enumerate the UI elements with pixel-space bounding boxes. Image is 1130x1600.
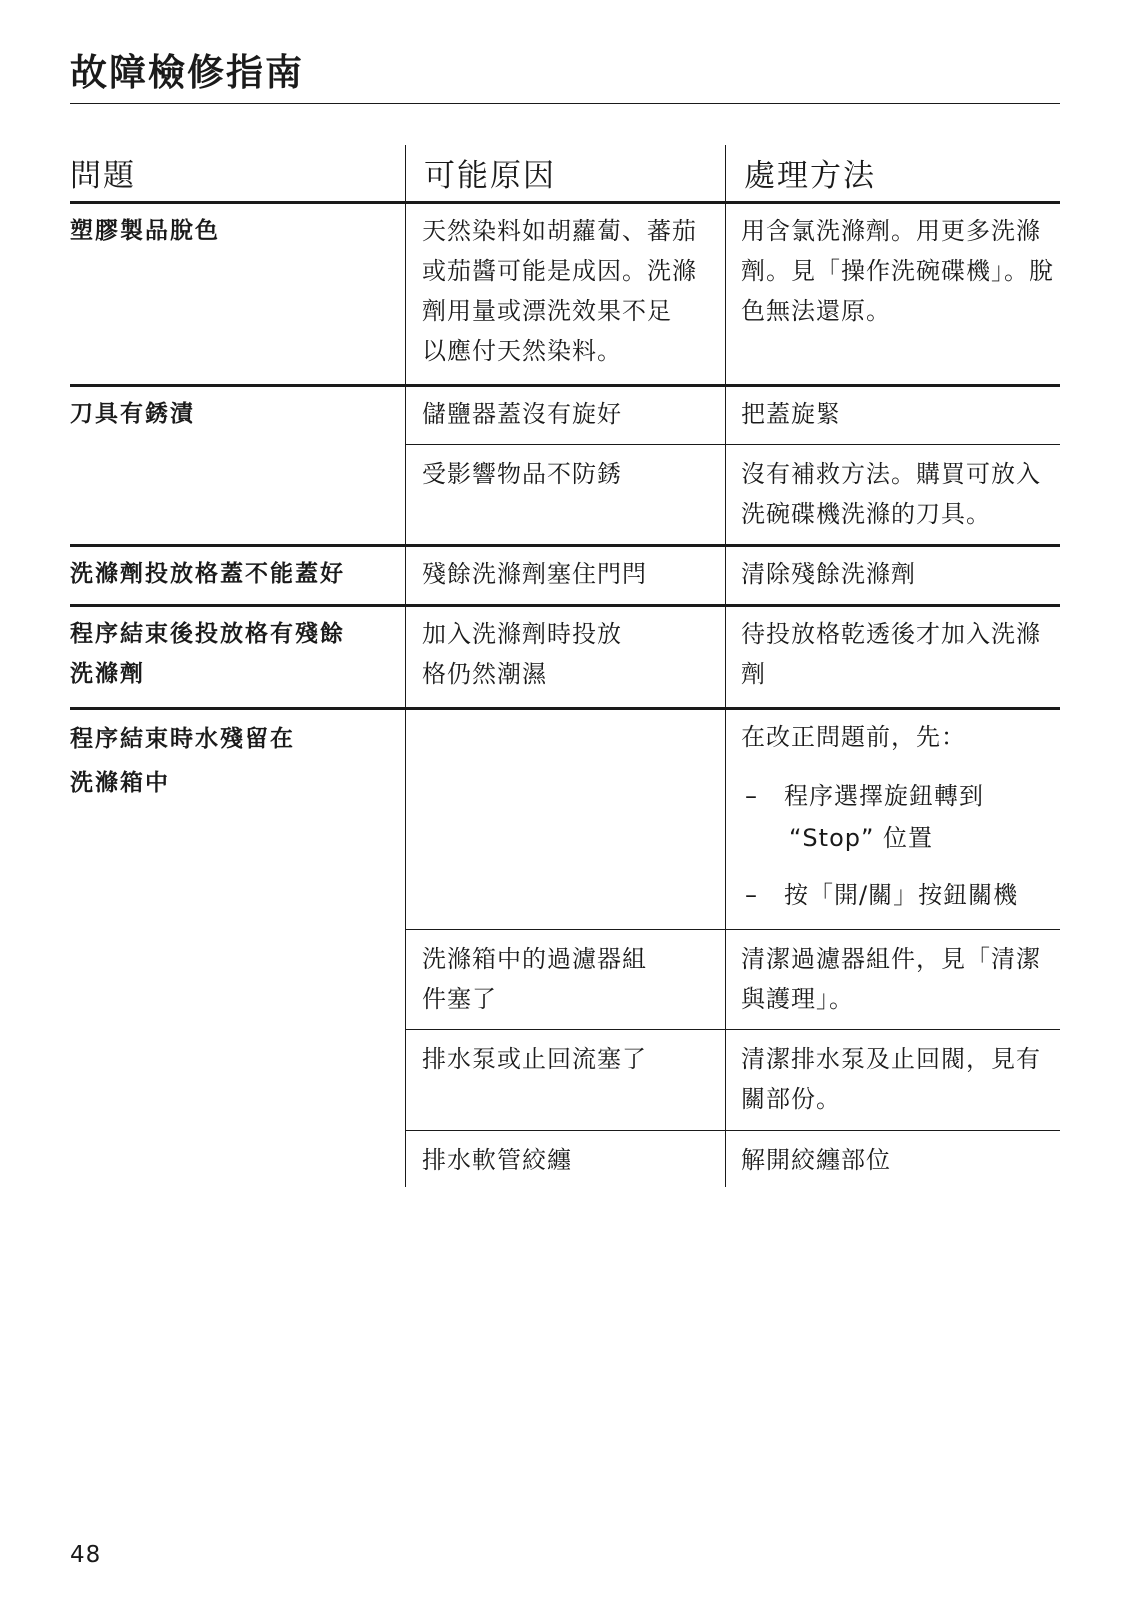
sub-row-rule <box>405 1130 1060 1131</box>
sub-row-rule <box>405 1029 1060 1030</box>
cause-cell: 儲鹽器蓋沒有旋好 <box>422 400 622 428</box>
sub-row-rule <box>405 444 1060 445</box>
cause-cell: 排水軟管絞纏 <box>422 1146 572 1174</box>
remedy-intro: 在改正問題前，先： <box>741 723 966 751</box>
remedy-cell: 解開絞纏部位 <box>741 1146 891 1174</box>
column-header-problem: 問題 <box>70 158 136 194</box>
problem-cell: 洗滌劑投放格蓋不能蓋好 <box>70 561 345 587</box>
page-number: 48 <box>70 1542 102 1568</box>
dash-bullet: – <box>745 782 758 810</box>
cause-cell: 洗滌箱中的過濾器組 件塞了 <box>422 945 647 1013</box>
cause-cell: 加入洗滌劑時投放 格仍然潮濕 <box>422 620 622 688</box>
remedy-cell: 清潔過濾器組件，見「清潔 與護理」。 <box>741 945 1041 1013</box>
remedy-cell: 把蓋旋緊 <box>741 400 841 428</box>
column-divider <box>725 145 726 1187</box>
row-rule <box>70 604 1060 607</box>
remedy-step: – 按「開/關」按鈕關機 <box>741 874 1051 916</box>
cause-cell: 排水泵或止回流塞了 <box>422 1045 647 1073</box>
dash-bullet: – <box>745 881 758 909</box>
problem-cell: 塑膠製品脫色 <box>70 218 220 244</box>
problem-cell: 程序結束後投放格有殘餘 洗滌劑 <box>70 621 345 687</box>
page-title: 故障檢修指南 <box>70 51 304 94</box>
row-rule <box>70 384 1060 387</box>
remedy-cell: 沒有補救方法。購買可放入 洗碗碟機洗滌的刀具。 <box>741 460 1041 528</box>
column-divider <box>405 145 406 1187</box>
row-rule <box>70 544 1060 547</box>
header-rule <box>70 201 1060 204</box>
cause-cell: 殘餘洗滌劑塞住門閂 <box>422 560 647 588</box>
remedy-cell: 清潔排水泵及止回閥，見有 關部份。 <box>741 1045 1041 1113</box>
title-divider <box>70 103 1060 104</box>
remedy-step: – 程序選擇旋鈕轉到 “Stop” 位置 <box>741 775 1051 859</box>
row-rule <box>70 707 1060 710</box>
column-header-cause: 可能原因 <box>424 158 556 194</box>
problem-cell: 刀具有銹漬 <box>70 401 195 427</box>
cause-cell: 受影響物品不防銹 <box>422 460 622 488</box>
remedy-cell: 清除殘餘洗滌劑 <box>741 560 916 588</box>
remedy-cell: 用含氯洗滌劑。用更多洗滌 劑。見「操作洗碗碟機」。脫 色無法還原。 <box>741 217 1054 325</box>
remedy-cell: 待投放格乾透後才加入洗滌 劑 <box>741 620 1041 688</box>
column-header-remedy: 處理方法 <box>744 158 876 194</box>
problem-cell: 程序結束時水殘留在 洗滌箱中 <box>70 726 295 796</box>
sub-row-rule <box>405 929 1060 930</box>
cause-cell: 天然染料如胡蘿蔔、蕃茄 或茄醬可能是成因。洗滌 劑用量或漂洗效果不足 以應付天然染料。 <box>422 217 697 365</box>
